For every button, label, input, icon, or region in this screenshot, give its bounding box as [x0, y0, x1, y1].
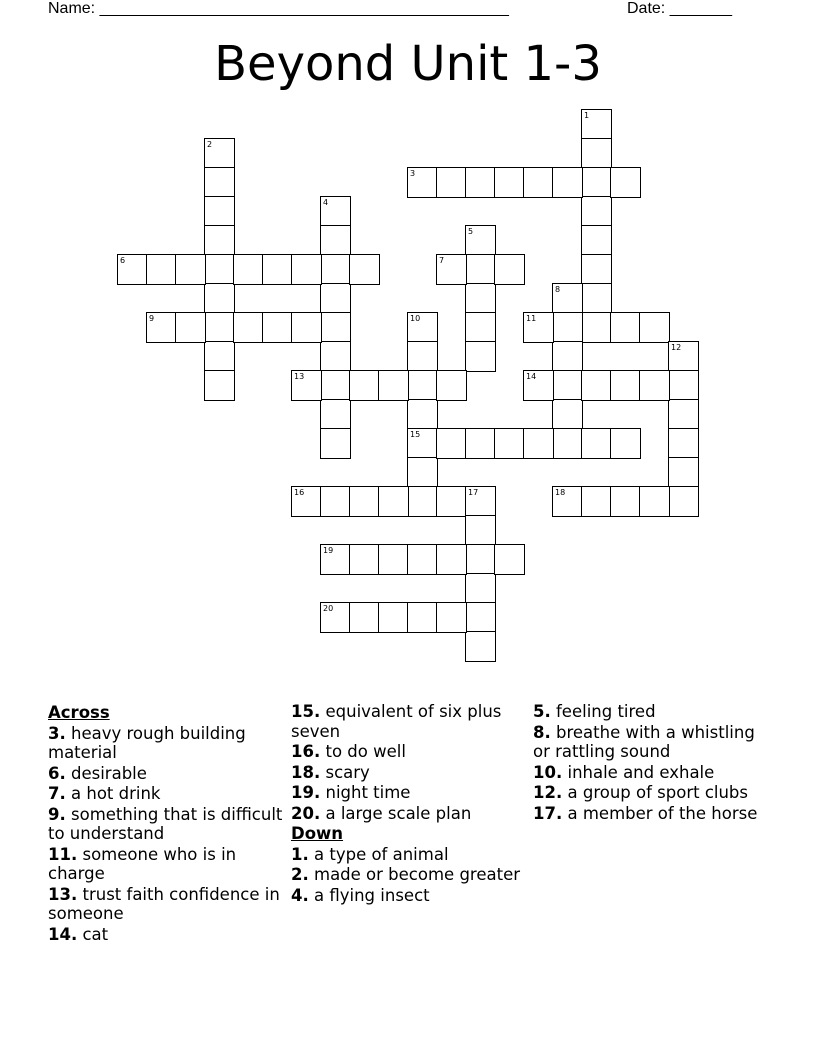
- crossword-cell[interactable]: [378, 486, 409, 517]
- crossword-cell[interactable]: [349, 370, 380, 401]
- crossword-cell[interactable]: [204, 225, 235, 256]
- crossword-cell[interactable]: [639, 486, 670, 517]
- clue-text: night time: [325, 783, 411, 802]
- clue-item: [48, 885, 283, 924]
- clue-section-heading: Across: [48, 703, 110, 722]
- cell-number: 13: [294, 372, 305, 381]
- clue-text: breathe with a whistling or rattling sound: [533, 722, 755, 761]
- crossword-cell[interactable]: [639, 370, 670, 401]
- crossword-cell[interactable]: [668, 428, 699, 459]
- clue-number: 16.: [291, 742, 321, 761]
- crossword-cell[interactable]: [349, 544, 380, 575]
- crossword-cell[interactable]: [117, 254, 148, 285]
- clue-text: made or become greater: [314, 865, 521, 884]
- crossword-cell[interactable]: [320, 370, 351, 401]
- crossword-cell[interactable]: [494, 254, 525, 285]
- clue-text: a large scale plan: [325, 803, 472, 823]
- crossword-cell[interactable]: [465, 544, 496, 575]
- clue-number: 15.: [291, 702, 321, 721]
- crossword-cell[interactable]: [407, 399, 438, 430]
- crossword-cell[interactable]: [204, 341, 235, 372]
- crossword-cell[interactable]: [465, 312, 496, 343]
- crossword-cell[interactable]: [610, 370, 641, 401]
- cell-number: 3: [410, 169, 416, 178]
- clue-text: scary: [325, 762, 370, 782]
- crossword-cell[interactable]: [262, 254, 293, 285]
- clue-text: a hot drink: [71, 784, 161, 803]
- clue-item: [291, 763, 526, 783]
- clue-item: [291, 865, 526, 885]
- crossword-cell[interactable]: [378, 602, 409, 633]
- clue-text: inhale and exhale: [567, 762, 715, 782]
- clue-number: 5.: [533, 702, 551, 721]
- crossword-cell[interactable]: [436, 254, 467, 285]
- crossword-cell[interactable]: [175, 312, 206, 343]
- clue-item: [533, 702, 768, 722]
- crossword-cell[interactable]: [523, 370, 554, 401]
- crossword-cell[interactable]: [552, 486, 583, 517]
- crossword-cell[interactable]: [320, 428, 351, 459]
- crossword-cell[interactable]: [668, 486, 699, 517]
- clue-item: [48, 724, 283, 763]
- clue-column-3: [533, 702, 768, 824]
- crossword-cell[interactable]: [204, 254, 235, 285]
- clue-number: 1.: [291, 844, 309, 864]
- clue-text: a flying insect: [314, 885, 430, 905]
- crossword-cell[interactable]: [523, 167, 554, 198]
- clue-number: 9.: [48, 804, 66, 824]
- clue-text: a group of sport clubs: [567, 783, 749, 802]
- crossword-cell[interactable]: [349, 602, 380, 633]
- clue-item: [291, 702, 526, 741]
- crossword-cell[interactable]: [465, 225, 496, 256]
- crossword-cell[interactable]: [291, 486, 322, 517]
- crossword-cell[interactable]: [581, 312, 612, 343]
- crossword-cell[interactable]: [581, 167, 612, 198]
- clue-text: cat: [82, 924, 109, 944]
- name-field-label: Name: ______________________________________________: [48, 0, 509, 17]
- crossword-cell[interactable]: [552, 341, 583, 372]
- crossword-cell[interactable]: [610, 486, 641, 517]
- crossword-cell[interactable]: [610, 167, 641, 198]
- cell-number: 15: [410, 430, 421, 439]
- clue-item: [291, 845, 526, 865]
- clue-number: 4.: [291, 885, 309, 905]
- clue-section-heading: Down: [291, 824, 344, 843]
- crossword-cell[interactable]: [378, 544, 409, 575]
- crossword-cell[interactable]: [407, 370, 438, 401]
- cell-number: 2: [207, 140, 213, 149]
- crossword-cell[interactable]: [407, 486, 438, 517]
- clue-item: [533, 763, 768, 783]
- clue-number: 14.: [48, 924, 78, 944]
- clue-text: desirable: [71, 763, 147, 783]
- clue-number: 12.: [533, 783, 563, 802]
- cell-number: 11: [526, 314, 537, 323]
- cell-number: 20: [323, 604, 334, 613]
- clue-item: [48, 784, 283, 804]
- date-field-label: Date: _______: [627, 0, 732, 17]
- clue-item: [291, 886, 526, 906]
- crossword-cell[interactable]: [552, 428, 583, 459]
- clue-text: someone who is in charge: [48, 844, 237, 883]
- clue-number: 7.: [48, 784, 66, 803]
- crossword-cell[interactable]: [436, 544, 467, 575]
- crossword-cell[interactable]: [407, 312, 438, 343]
- crossword-cell[interactable]: [668, 457, 699, 488]
- cell-number: 5: [468, 227, 474, 236]
- crossword-cell[interactable]: [494, 544, 525, 575]
- crossword-cell[interactable]: [436, 602, 467, 633]
- crossword-cell[interactable]: [552, 167, 583, 198]
- clue-text: feeling tired: [556, 702, 656, 721]
- crossword-cell[interactable]: [204, 138, 235, 169]
- crossword-cell[interactable]: [436, 428, 467, 459]
- crossword-cell[interactable]: [494, 167, 525, 198]
- crossword-cell[interactable]: [465, 515, 496, 546]
- clue-item: [291, 742, 526, 762]
- page-title: Beyond Unit 1-3: [214, 36, 602, 92]
- crossword-cell[interactable]: [581, 225, 612, 256]
- crossword-cell[interactable]: [436, 370, 467, 401]
- clue-number: 2.: [291, 865, 309, 884]
- crossword-cell[interactable]: [465, 167, 496, 198]
- crossword-cell[interactable]: [407, 544, 438, 575]
- crossword-cell[interactable]: [204, 283, 235, 314]
- crossword-cell[interactable]: [465, 428, 496, 459]
- crossword-cell[interactable]: [204, 312, 235, 343]
- clue-text: to do well: [325, 742, 406, 761]
- crossword-cell[interactable]: [349, 486, 380, 517]
- clue-text: heavy rough building material: [48, 723, 246, 762]
- clue-number: 8.: [533, 722, 551, 742]
- crossword-cell[interactable]: [320, 225, 351, 256]
- crossword-cell[interactable]: [610, 312, 641, 343]
- crossword-cell[interactable]: [436, 486, 467, 517]
- crossword-cell[interactable]: [407, 167, 438, 198]
- clue-column-2: [291, 702, 526, 906]
- crossword-cell[interactable]: [204, 196, 235, 227]
- crossword-cell[interactable]: [175, 254, 206, 285]
- crossword-cell[interactable]: [262, 312, 293, 343]
- crossword-cell[interactable]: [465, 254, 496, 285]
- clue-number: 17.: [533, 803, 563, 823]
- clue-text: equivalent of six plus seven: [291, 702, 502, 741]
- crossword-cell[interactable]: [552, 399, 583, 430]
- crossword-cell[interactable]: [523, 428, 554, 459]
- cell-number: 9: [149, 314, 155, 323]
- cell-number: 14: [526, 372, 537, 381]
- crossword-cell[interactable]: [581, 428, 612, 459]
- crossword-cell[interactable]: [291, 254, 322, 285]
- crossword-cell[interactable]: [465, 631, 496, 662]
- crossword-cell[interactable]: [523, 312, 554, 343]
- crossword-cell[interactable]: [146, 254, 177, 285]
- cell-number: 17: [468, 488, 479, 497]
- cell-number: 7: [439, 256, 445, 265]
- crossword-cell[interactable]: [291, 312, 322, 343]
- cell-number: 19: [323, 546, 334, 555]
- crossword-cell[interactable]: [465, 573, 496, 604]
- clue-item: [48, 845, 283, 884]
- crossword-cell[interactable]: [581, 109, 612, 140]
- crossword-cell[interactable]: [407, 602, 438, 633]
- crossword-cell[interactable]: [407, 428, 438, 459]
- crossword-cell[interactable]: [668, 341, 699, 372]
- crossword-cell[interactable]: [233, 254, 264, 285]
- clue-number: 18.: [291, 762, 321, 782]
- crossword-cell[interactable]: [610, 428, 641, 459]
- crossword-cell[interactable]: [378, 370, 409, 401]
- crossword-cell[interactable]: [552, 312, 583, 343]
- clue-item: [533, 804, 768, 824]
- clue-item: [291, 804, 526, 824]
- clue-number: 11.: [48, 844, 78, 864]
- crossword-cell[interactable]: [320, 341, 351, 372]
- clue-number: 20.: [291, 803, 321, 823]
- cell-number: 6: [120, 256, 126, 265]
- clue-number: 6.: [48, 763, 66, 783]
- crossword-cell[interactable]: [320, 486, 351, 517]
- crossword-cell[interactable]: [436, 167, 467, 198]
- clue-number: 13.: [48, 884, 78, 904]
- crossword-cell[interactable]: [465, 283, 496, 314]
- clue-item: [291, 783, 526, 803]
- crossword-cell[interactable]: [581, 486, 612, 517]
- clue-text: something that is difficult to understand: [48, 804, 283, 843]
- crossword-cell[interactable]: [668, 399, 699, 430]
- crossword-cell[interactable]: [320, 602, 351, 633]
- crossword-cell[interactable]: [581, 196, 612, 227]
- clue-item: [48, 925, 283, 945]
- crossword-cell[interactable]: [581, 370, 612, 401]
- crossword-cell[interactable]: [349, 254, 380, 285]
- crossword-cell[interactable]: [407, 457, 438, 488]
- crossword-cell[interactable]: [552, 283, 583, 314]
- clue-number: 3.: [48, 723, 66, 743]
- crossword-cell[interactable]: [320, 283, 351, 314]
- crossword-cell[interactable]: [581, 138, 612, 169]
- crossword-cell[interactable]: [291, 370, 322, 401]
- crossword-cell[interactable]: [320, 544, 351, 575]
- crossword-cell[interactable]: [494, 428, 525, 459]
- cell-number: 10: [410, 314, 421, 323]
- crossword-cell[interactable]: [320, 312, 351, 343]
- crossword-cell[interactable]: [581, 254, 612, 285]
- clue-item: [533, 723, 768, 762]
- clue-column-1: [48, 702, 283, 945]
- crossword-cell[interactable]: [581, 283, 612, 314]
- crossword-cell[interactable]: [668, 370, 699, 401]
- clue-text: trust faith confidence in someone: [48, 884, 280, 923]
- crossword-cell[interactable]: [146, 312, 177, 343]
- crossword-cell[interactable]: [233, 312, 264, 343]
- crossword-cell[interactable]: [204, 370, 235, 401]
- crossword-cell[interactable]: [204, 167, 235, 198]
- crossword-cell[interactable]: [320, 399, 351, 430]
- crossword-cell[interactable]: [639, 312, 670, 343]
- clue-number: 10.: [533, 762, 563, 782]
- cell-number: 18: [555, 488, 566, 497]
- cell-number: 8: [555, 285, 561, 294]
- cell-number: 1: [584, 111, 590, 120]
- crossword-cell[interactable]: [465, 486, 496, 517]
- clue-text: a type of animal: [314, 844, 449, 864]
- clue-text: a member of the horse: [567, 803, 758, 823]
- crossword-cell[interactable]: [552, 370, 583, 401]
- clue-item: [533, 783, 768, 803]
- crossword-cell[interactable]: [320, 254, 351, 285]
- cell-number: 4: [323, 198, 329, 207]
- clue-item: [48, 805, 283, 844]
- crossword-cell[interactable]: [465, 602, 496, 633]
- crossword-cell[interactable]: [407, 341, 438, 372]
- cell-number: 12: [671, 343, 682, 352]
- clue-item: [48, 764, 283, 784]
- clue-number: 19.: [291, 783, 321, 802]
- crossword-cell[interactable]: [465, 341, 496, 372]
- crossword-cell[interactable]: [320, 196, 351, 227]
- cell-number: 16: [294, 488, 305, 497]
